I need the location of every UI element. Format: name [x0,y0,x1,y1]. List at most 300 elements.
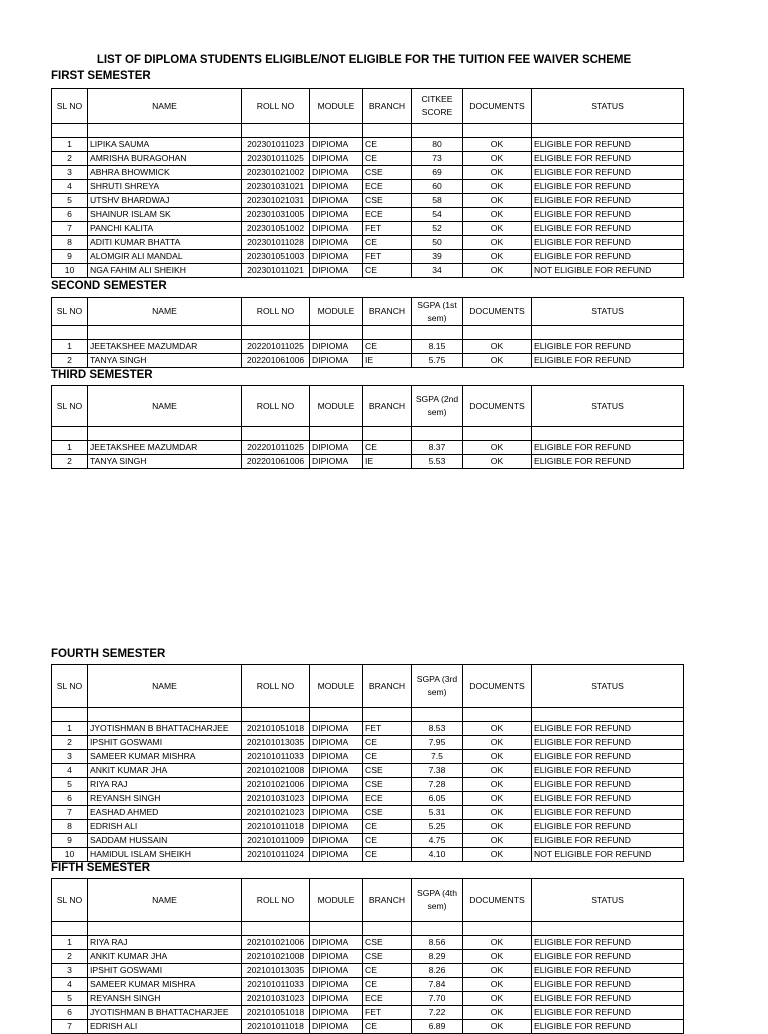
cell-status: ELIGIBLE FOR REFUND [532,166,684,180]
table-row [52,848,684,862]
cell-score: 8.15 [412,340,463,354]
column-header-status: STATUS [532,89,684,124]
cell-sl-no: 1 [52,340,88,354]
cell-module: DIPIOMA [310,736,363,750]
cell-branch: CE [363,340,412,354]
cell-sl-no: 8 [52,236,88,250]
cell-status: ELIGIBLE FOR REFUND [532,208,684,222]
table-header-row [52,298,684,326]
table-row [52,455,684,469]
cell-status: ELIGIBLE FOR REFUND [532,180,684,194]
cell-module: DIPIOMA [310,820,363,834]
cell-sl-no: 4 [52,978,88,992]
column-header-status: STATUS [532,879,684,922]
table-row [52,806,684,820]
cell-documents: OK [463,764,532,778]
cell-status: NOT ELIGIBLE FOR REFUND [532,264,684,278]
cell-module: DIPIOMA [310,340,363,354]
table-row [52,950,684,964]
cell-documents: OK [463,222,532,236]
column-header-branch: BRANCH [363,879,412,922]
table-row [52,936,684,950]
column-header-documents: DOCUMENTS [463,89,532,124]
column-header-score: SGPA (3rd sem) [412,665,463,708]
cell-roll-no: 202101051018 [242,722,310,736]
cell-name: NGA FAHIM ALI SHEIKH [88,264,242,278]
cell-documents: OK [463,1020,532,1034]
table-row [52,354,684,368]
cell-status: ELIGIBLE FOR REFUND [532,222,684,236]
column-header-name: NAME [88,89,242,124]
semester-table [51,385,684,469]
cell-documents: OK [463,180,532,194]
semester-table [51,88,684,278]
table-row [52,1020,684,1034]
cell-sl-no: 7 [52,806,88,820]
cell-branch: ECE [363,208,412,222]
cell-sl-no: 9 [52,834,88,848]
cell-name: SAMEER KUMAR MISHRA [88,750,242,764]
cell-score: 6.05 [412,792,463,806]
cell-branch: CE [363,736,412,750]
column-header-roll-no: ROLL NO [242,879,310,922]
cell-status: ELIGIBLE FOR REFUND [532,441,684,455]
cell-name: PANCHI KALITA [88,222,242,236]
column-header-documents: DOCUMENTS [463,665,532,708]
cell-branch: CSE [363,194,412,208]
cell-name: ANKIT KUMAR JHA [88,950,242,964]
cell-status: ELIGIBLE FOR REFUND [532,978,684,992]
section-heading: FIFTH SEMESTER [51,862,151,874]
cell-roll-no: 202201061006 [242,354,310,368]
cell-status: ELIGIBLE FOR REFUND [532,1020,684,1034]
cell-documents: OK [463,441,532,455]
cell-documents: OK [463,848,532,862]
cell-branch: FET [363,1006,412,1020]
cell-module: DIPIOMA [310,936,363,950]
cell-roll-no: 202301011023 [242,138,310,152]
cell-score: 8.53 [412,722,463,736]
cell-score: 8.56 [412,936,463,950]
cell-sl-no: 10 [52,848,88,862]
cell-status: ELIGIBLE FOR REFUND [532,340,684,354]
cell-roll-no: 202101011009 [242,834,310,848]
cell-module: DIPIOMA [310,792,363,806]
cell-branch: CSE [363,778,412,792]
cell-score: 50 [412,236,463,250]
cell-roll-no: 202301011028 [242,236,310,250]
cell-name: EASHAD AHMED [88,806,242,820]
cell-branch: CE [363,750,412,764]
cell-status: ELIGIBLE FOR REFUND [532,950,684,964]
column-header-module: MODULE [310,386,363,427]
cell-sl-no: 6 [52,792,88,806]
column-header-documents: DOCUMENTS [463,386,532,427]
cell-documents: OK [463,236,532,250]
cell-module: DIPIOMA [310,264,363,278]
table-header-row [52,665,684,708]
section-heading: FOURTH SEMESTER [51,648,166,660]
cell-module: DIPIOMA [310,166,363,180]
column-header-module: MODULE [310,879,363,922]
section-heading: SECOND SEMESTER [51,280,167,292]
column-header-roll-no: ROLL NO [242,298,310,326]
cell-roll-no: 202101031023 [242,992,310,1006]
table-header-row [52,879,684,922]
cell-branch: ECE [363,992,412,1006]
cell-name: REYANSH SINGH [88,992,242,1006]
column-header-score: SGPA (4th sem) [412,879,463,922]
cell-roll-no: 202301031021 [242,180,310,194]
column-header-score: CITKEE SCORE [412,89,463,124]
cell-roll-no: 202101021006 [242,936,310,950]
cell-name: IPSHIT GOSWAMI [88,736,242,750]
column-header-roll-no: ROLL NO [242,386,310,427]
cell-roll-no: 202101021006 [242,778,310,792]
cell-module: DIPIOMA [310,250,363,264]
cell-documents: OK [463,750,532,764]
column-header-sl-no: SL NO [52,386,88,427]
column-header-branch: BRANCH [363,665,412,708]
table-row [52,250,684,264]
cell-name: IPSHIT GOSWAMI [88,964,242,978]
cell-sl-no: 5 [52,778,88,792]
cell-score: 60 [412,180,463,194]
cell-name: TANYA SINGH [88,455,242,469]
cell-documents: OK [463,354,532,368]
cell-status: ELIGIBLE FOR REFUND [532,792,684,806]
cell-score: 39 [412,250,463,264]
cell-name: TANYA SINGH [88,354,242,368]
header-gap [52,427,684,441]
cell-status: ELIGIBLE FOR REFUND [532,820,684,834]
cell-sl-no: 2 [52,354,88,368]
table-header-row [52,89,684,124]
column-header-roll-no: ROLL NO [242,665,310,708]
cell-module: DIPIOMA [310,834,363,848]
table-row [52,1006,684,1020]
cell-roll-no: 202101013035 [242,736,310,750]
cell-branch: IE [363,455,412,469]
cell-name: EDRISH ALI [88,820,242,834]
cell-roll-no: 202101011018 [242,820,310,834]
cell-branch: CSE [363,806,412,820]
cell-score: 4.75 [412,834,463,848]
cell-branch: FET [363,722,412,736]
cell-roll-no: 202101011018 [242,1020,310,1034]
cell-status: ELIGIBLE FOR REFUND [532,236,684,250]
column-header-module: MODULE [310,298,363,326]
cell-sl-no: 1 [52,936,88,950]
cell-status: ELIGIBLE FOR REFUND [532,936,684,950]
table-row [52,764,684,778]
cell-sl-no: 1 [52,722,88,736]
cell-sl-no: 9 [52,250,88,264]
cell-status: ELIGIBLE FOR REFUND [532,455,684,469]
cell-branch: FET [363,222,412,236]
cell-module: DIPIOMA [310,1006,363,1020]
cell-roll-no: 202101021023 [242,806,310,820]
cell-sl-no: 3 [52,750,88,764]
cell-name: EDRISH ALI [88,1020,242,1034]
cell-score: 34 [412,264,463,278]
column-header-branch: BRANCH [363,298,412,326]
table-header-row [52,386,684,427]
cell-status: ELIGIBLE FOR REFUND [532,778,684,792]
cell-documents: OK [463,152,532,166]
cell-module: DIPIOMA [310,978,363,992]
cell-score: 7.28 [412,778,463,792]
column-header-sl-no: SL NO [52,298,88,326]
cell-roll-no: 202301021031 [242,194,310,208]
cell-branch: FET [363,250,412,264]
cell-branch: CE [363,138,412,152]
cell-documents: OK [463,778,532,792]
cell-documents: OK [463,264,532,278]
cell-score: 52 [412,222,463,236]
column-header-name: NAME [88,298,242,326]
cell-score: 5.53 [412,455,463,469]
cell-branch: CE [363,964,412,978]
table-row [52,222,684,236]
cell-name: SAMEER KUMAR MISHRA [88,978,242,992]
cell-name: JEETAKSHEE MAZUMDAR [88,340,242,354]
cell-status: ELIGIBLE FOR REFUND [532,736,684,750]
table-row [52,166,684,180]
cell-documents: OK [463,834,532,848]
cell-sl-no: 5 [52,194,88,208]
cell-module: DIPIOMA [310,455,363,469]
cell-score: 6.89 [412,1020,463,1034]
cell-name: JEETAKSHEE MAZUMDAR [88,441,242,455]
cell-branch: CSE [363,764,412,778]
cell-name: SADDAM HUSSAIN [88,834,242,848]
cell-name: JYOTISHMAN B BHATTACHARJEE [88,1006,242,1020]
cell-documents: OK [463,736,532,750]
cell-branch: CSE [363,936,412,950]
cell-score: 5.75 [412,354,463,368]
document-title: LIST OF DIPLOMA STUDENTS ELIGIBLE/NOT ELIGIBLE FOR THE TUITION FEE WAIVER SCHEME [96,54,632,66]
cell-sl-no: 7 [52,222,88,236]
cell-roll-no: 202301011025 [242,152,310,166]
column-header-branch: BRANCH [363,89,412,124]
cell-documents: OK [463,340,532,354]
table-row [52,820,684,834]
cell-branch: CE [363,820,412,834]
cell-roll-no: 202301031005 [242,208,310,222]
cell-status: ELIGIBLE FOR REFUND [532,194,684,208]
cell-name: RIYA RAJ [88,936,242,950]
cell-branch: ECE [363,180,412,194]
cell-name: UTSHV BHARDWAJ [88,194,242,208]
cell-name: HAMIDUL ISLAM SHEIKH [88,848,242,862]
semester-table [51,297,684,368]
cell-name: ALOMGIR ALI MANDAL [88,250,242,264]
cell-name: ANKIT KUMAR JHA [88,764,242,778]
table-row [52,792,684,806]
cell-module: DIPIOMA [310,222,363,236]
cell-documents: OK [463,194,532,208]
cell-roll-no: 202301051003 [242,250,310,264]
cell-status: ELIGIBLE FOR REFUND [532,806,684,820]
cell-name: SHAINUR ISLAM SK [88,208,242,222]
section-heading: FIRST SEMESTER [51,70,151,82]
cell-branch: CE [363,264,412,278]
cell-documents: OK [463,250,532,264]
column-header-status: STATUS [532,665,684,708]
cell-sl-no: 4 [52,180,88,194]
table-row [52,736,684,750]
table-row [52,194,684,208]
cell-sl-no: 1 [52,138,88,152]
cell-sl-no: 8 [52,820,88,834]
cell-score: 54 [412,208,463,222]
cell-roll-no: 202201061006 [242,455,310,469]
cell-documents: OK [463,166,532,180]
column-header-branch: BRANCH [363,386,412,427]
column-header-name: NAME [88,665,242,708]
cell-status: ELIGIBLE FOR REFUND [532,764,684,778]
cell-roll-no: 202101051018 [242,1006,310,1020]
cell-branch: ECE [363,792,412,806]
cell-sl-no: 6 [52,208,88,222]
semester-table [51,664,684,862]
cell-module: DIPIOMA [310,750,363,764]
column-header-documents: DOCUMENTS [463,879,532,922]
cell-score: 8.37 [412,441,463,455]
cell-documents: OK [463,455,532,469]
cell-sl-no: 4 [52,764,88,778]
cell-documents: OK [463,208,532,222]
cell-module: DIPIOMA [310,441,363,455]
cell-roll-no: 202301051002 [242,222,310,236]
cell-roll-no: 202201011025 [242,340,310,354]
cell-score: 7.84 [412,978,463,992]
table-row [52,722,684,736]
cell-score: 7.22 [412,1006,463,1020]
column-header-name: NAME [88,386,242,427]
column-header-score: SGPA (2nd sem) [412,386,463,427]
cell-roll-no: 202101011024 [242,848,310,862]
header-gap [52,708,684,722]
cell-roll-no: 202101031023 [242,792,310,806]
cell-branch: CE [363,152,412,166]
table-row [52,834,684,848]
cell-score: 73 [412,152,463,166]
cell-branch: CE [363,834,412,848]
cell-score: 7.38 [412,764,463,778]
cell-module: DIPIOMA [310,152,363,166]
cell-score: 8.26 [412,964,463,978]
cell-status: ELIGIBLE FOR REFUND [532,152,684,166]
cell-module: DIPIOMA [310,806,363,820]
column-header-score: SGPA (1st sem) [412,298,463,326]
cell-documents: OK [463,806,532,820]
cell-documents: OK [463,792,532,806]
cell-branch: CSE [363,950,412,964]
cell-documents: OK [463,820,532,834]
cell-score: 58 [412,194,463,208]
column-header-documents: DOCUMENTS [463,298,532,326]
cell-branch: CE [363,848,412,862]
cell-roll-no: 202101021008 [242,764,310,778]
cell-name: ADITI KUMAR BHATTA [88,236,242,250]
cell-roll-no: 202101021008 [242,950,310,964]
table-row [52,208,684,222]
cell-documents: OK [463,964,532,978]
cell-status: ELIGIBLE FOR REFUND [532,354,684,368]
table-row [52,750,684,764]
cell-sl-no: 6 [52,1006,88,1020]
table-row [52,992,684,1006]
cell-roll-no: 202301011021 [242,264,310,278]
cell-roll-no: 202201011025 [242,441,310,455]
cell-status: ELIGIBLE FOR REFUND [532,138,684,152]
table-row [52,152,684,166]
cell-documents: OK [463,950,532,964]
cell-sl-no: 2 [52,950,88,964]
cell-name: RIYA RAJ [88,778,242,792]
cell-status: NOT ELIGIBLE FOR REFUND [532,848,684,862]
cell-score: 7.95 [412,736,463,750]
cell-name: REYANSH SINGH [88,792,242,806]
table-row [52,138,684,152]
cell-sl-no: 5 [52,992,88,1006]
section-heading: THIRD SEMESTER [51,369,153,381]
cell-sl-no: 7 [52,1020,88,1034]
cell-documents: OK [463,722,532,736]
cell-module: DIPIOMA [310,194,363,208]
cell-branch: CE [363,441,412,455]
cell-name: SHRUTI SHREYA [88,180,242,194]
cell-module: DIPIOMA [310,964,363,978]
column-header-module: MODULE [310,89,363,124]
cell-score: 8.29 [412,950,463,964]
cell-module: DIPIOMA [310,950,363,964]
table-row [52,441,684,455]
cell-branch: CE [363,978,412,992]
cell-sl-no: 2 [52,455,88,469]
cell-module: DIPIOMA [310,138,363,152]
cell-documents: OK [463,138,532,152]
cell-status: ELIGIBLE FOR REFUND [532,992,684,1006]
cell-documents: OK [463,936,532,950]
cell-module: DIPIOMA [310,180,363,194]
table-row [52,340,684,354]
column-header-status: STATUS [532,298,684,326]
cell-sl-no: 1 [52,441,88,455]
cell-score: 5.31 [412,806,463,820]
cell-score: 7.5 [412,750,463,764]
cell-name: LIPIKA SAUMA [88,138,242,152]
cell-sl-no: 2 [52,736,88,750]
cell-score: 7.70 [412,992,463,1006]
column-header-module: MODULE [310,665,363,708]
cell-module: DIPIOMA [310,1020,363,1034]
cell-roll-no: 202301021002 [242,166,310,180]
cell-module: DIPIOMA [310,764,363,778]
column-header-sl-no: SL NO [52,665,88,708]
cell-status: ELIGIBLE FOR REFUND [532,722,684,736]
cell-module: DIPIOMA [310,722,363,736]
cell-sl-no: 10 [52,264,88,278]
cell-module: DIPIOMA [310,208,363,222]
cell-sl-no: 3 [52,964,88,978]
cell-documents: OK [463,1006,532,1020]
cell-name: JYOTISHMAN B BHATTACHARJEE [88,722,242,736]
cell-status: ELIGIBLE FOR REFUND [532,250,684,264]
header-gap [52,922,684,936]
